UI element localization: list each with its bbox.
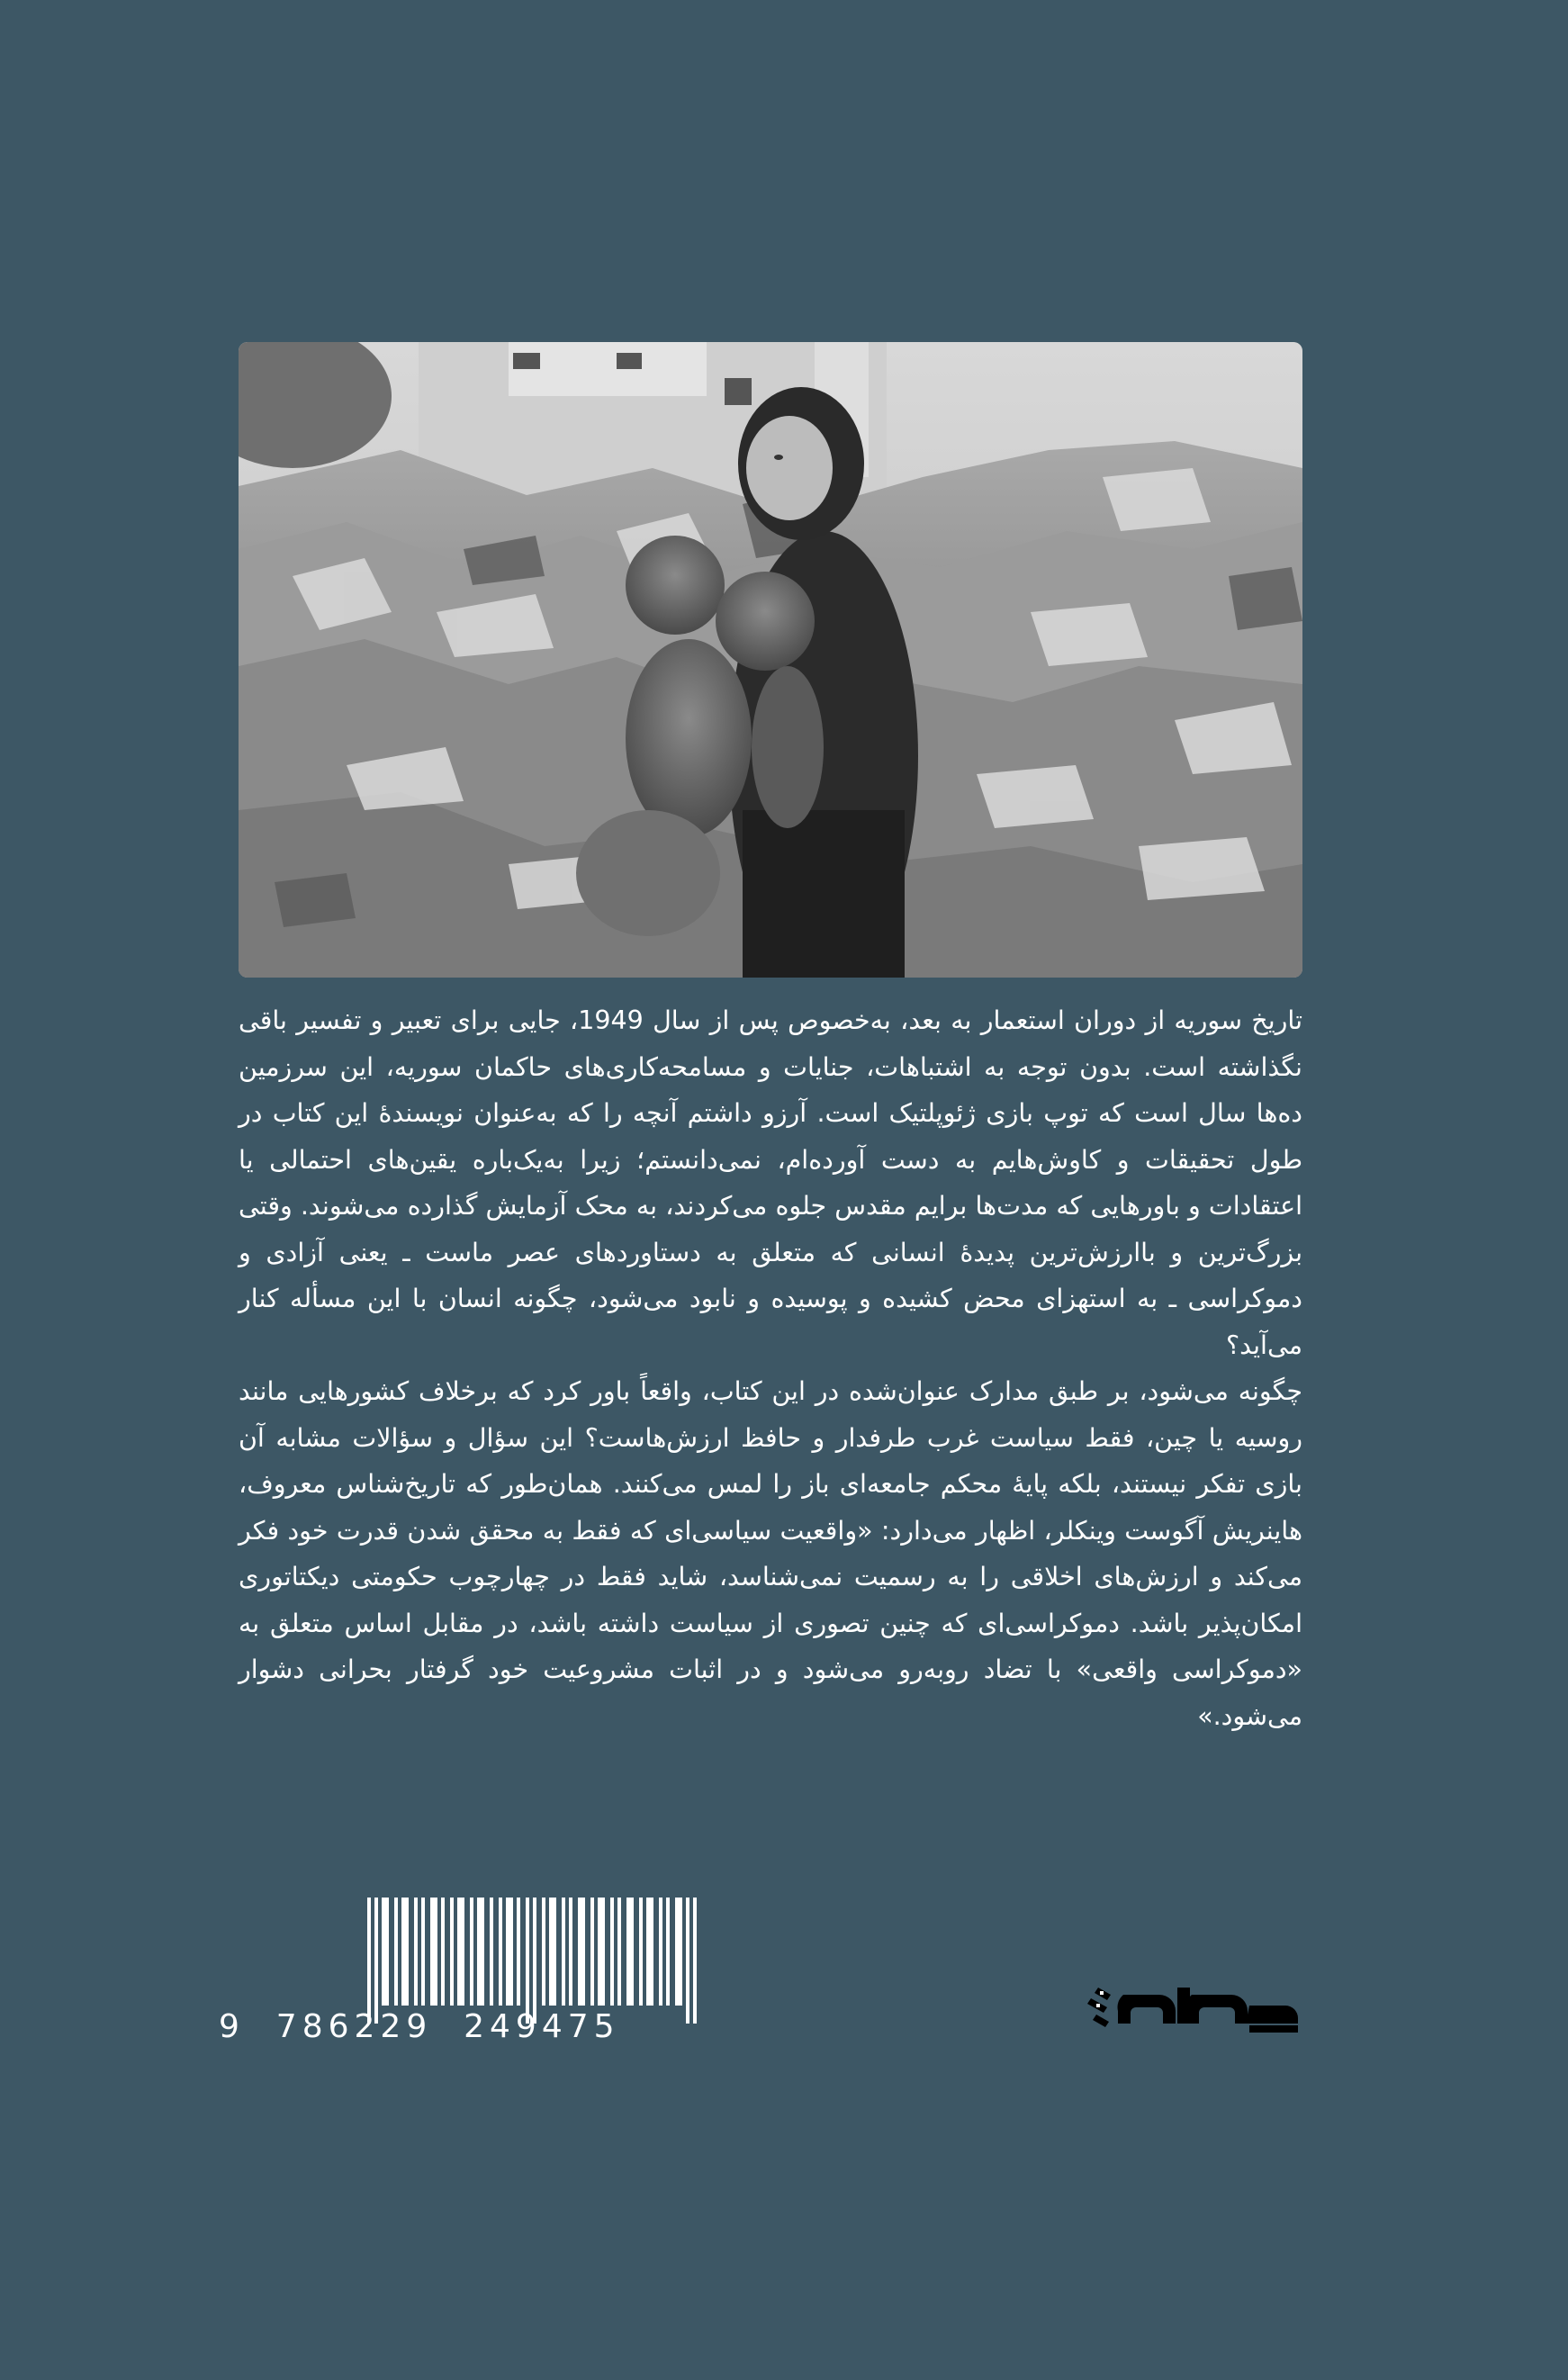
back-cover-blurb [239, 997, 1302, 1739]
isbn-barcode [219, 1898, 624, 2051]
isbn-number: 9 786229 249475 [219, 2008, 620, 2045]
barcode-bars [237, 1898, 840, 2024]
publisher-logo-mark [1087, 1979, 1303, 2042]
blurb-paragraph-1: تاریخ سوریه از دوران استعمار به بعد، به‌خصوص پس از سال 1949، جایی برای تعبیر و تفسیر باقی نگذاشته است. بدون توجه به اشتباهات، جنایات و مسامحه‌کاری‌های حاکمان سوریه، این سرزمین ده‌ها سال است که توپ بازی ژئوپلتیک است. آرزو داشتم آنچه را که به‌عنوان نویسندهٔ این کتاب در طول تحقیقات و کاوش‌هایم به دست آورده‌ام، نمی‌دانستم؛ زیرا به‌یک‌باره یقین‌های احتمالی یا اعتقادات و باورهایی که مدت‌ها برایم مقدس جلوه می‌کردند، به محک آزمایش گذارده می‌شوند. وقتی بزرگ‌ترین و باارزش‌ترین پدیدهٔ انسانی که متعلق به دستاوردهای عصر ماست ـ یعنی آزادی و دموکراسی ـ به استهزای محض کشیده و پوسیده و نابود می‌شود، چگونه انسان با این مسأله کنار می‌آید؟ [239, 1005, 1303, 1360]
photo-image [239, 342, 1302, 978]
cover-photo [239, 342, 1302, 978]
blurb-paragraph-2: چگونه می‌شود، بر طبق مدارک عنوان‌شده در این کتاب، واقعاً باور کرد که برخلاف کشورهایی مانند روسیه یا چین، فقط سیاست غرب طرفدار و حافظ ارزش‌هاست؟ این سؤال و سؤالات مشابه آن بازی تفکر نیستند، بلکه پایهٔ محکم جامعه‌ای باز را لمس می‌کنند. همان‌طور که تاریخ‌شناس معروف، هاینریش آگوست وینکلر، اظهار می‌دارد: «واقعیت سیاسی‌ای که فقط به محقق شدن قدرت خود فکر می‌کند و ارزش‌های اخلاقی را به رسمیت نمی‌شناسد، شاید فقط در چهارچوب حکومتی دیکتاتوری امکان‌پذیر باشد. دموکراسی‌ای که چنین تصوری از سیاست داشته باشد، در مقابل اساس متعلق به «دموکراسی واقعی» با تضاد روبه‌رو می‌شود و در اثبات مشروعیت خود گرفتار بحرانی دشوار می‌شود.» [239, 1376, 1302, 1731]
publisher-logo-icon [1087, 1979, 1303, 2042]
